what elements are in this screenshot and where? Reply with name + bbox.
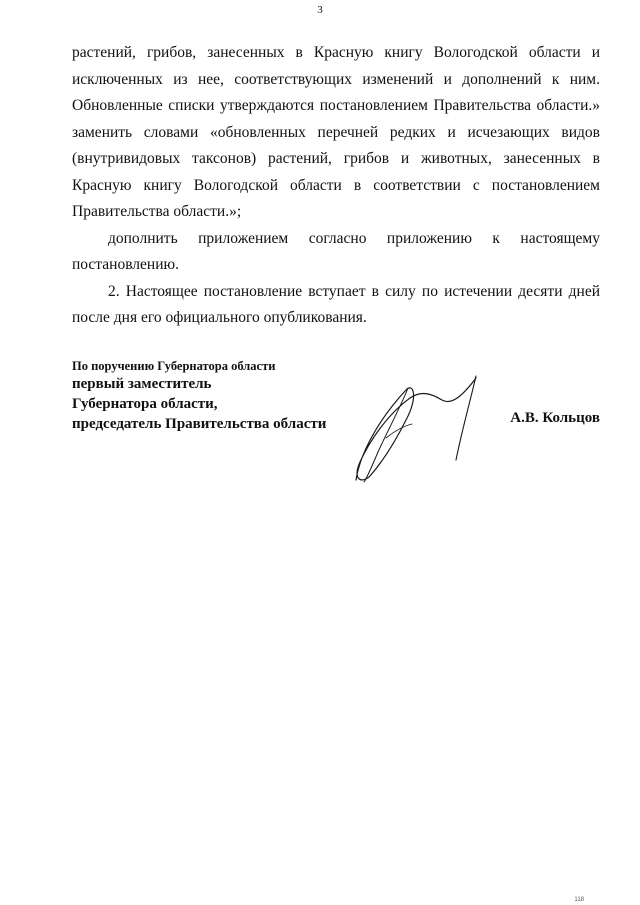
paragraph-continuation: растений, грибов, занесенных в Красную книгу Вологодской области и исключенных из нее, соответствующих изменений и дополнений к ним. Обновленные списки утверждаются постановлением Правительства области.» заменить словами «обновленных перечней редких и исчезающих видов (внутривидовых таксонов) растений, грибов и животных, занесенных в Красную книгу Вологодской области в соответствии с постановлением Правительства области.»; xyxy=(72,44,600,220)
handwritten-signature xyxy=(348,368,498,486)
signatory-title-line-3: Губернатора области, xyxy=(72,396,218,412)
signatory-title-line-2: первый заместитель xyxy=(72,376,212,392)
document-body xyxy=(72,40,600,332)
footer-code: 118 xyxy=(574,897,584,903)
signatory-name: А.В. Кольцов xyxy=(510,410,600,426)
signature-block xyxy=(72,358,600,478)
paragraph-effective-date: 2. Настоящее постановление вступает в силу по истечении десяти дней после дня его официального опубликования. xyxy=(72,282,600,326)
signatory-title-line-4: председатель Правительства области xyxy=(72,416,327,432)
signatory-title xyxy=(72,358,326,434)
page-number: 3 xyxy=(317,4,323,16)
paragraph-amendment: дополнить приложением согласно приложению к настоящему постановлению. xyxy=(72,229,600,273)
signatory-title-line-1: По поручению Губернатора области xyxy=(72,359,276,373)
